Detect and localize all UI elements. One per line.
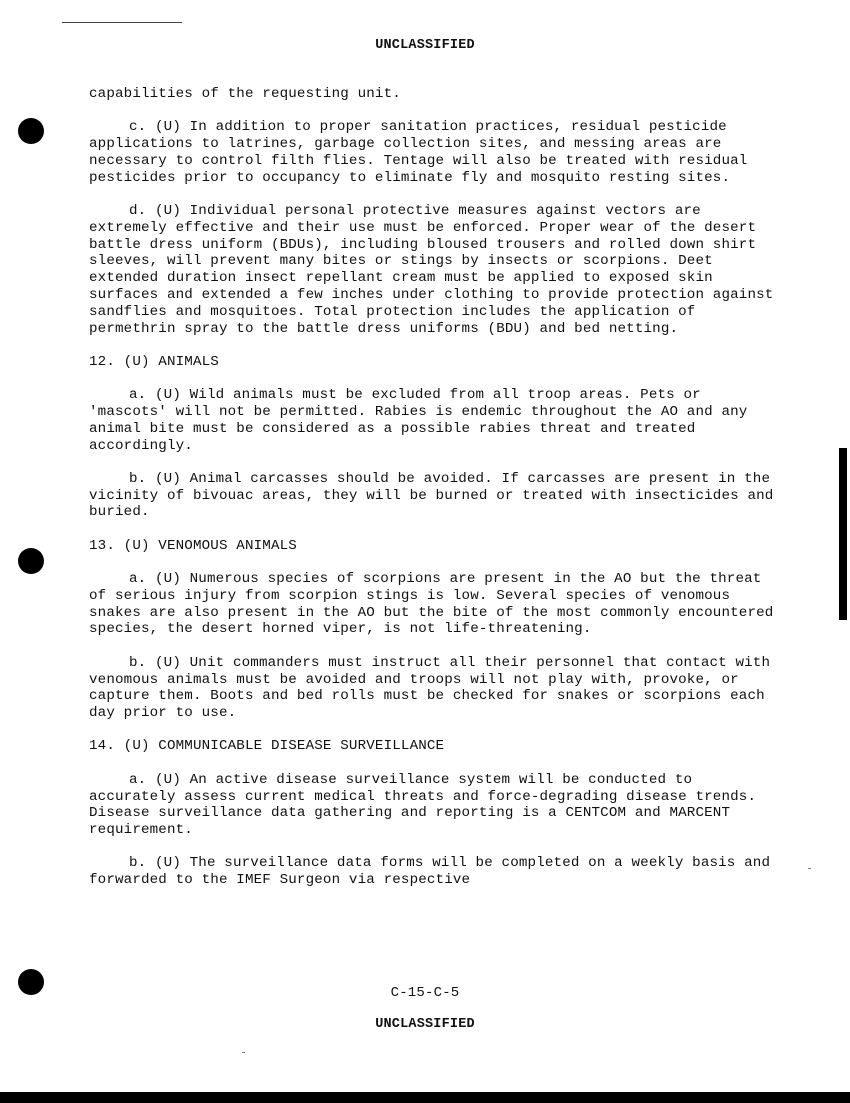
bottom-scan-edge xyxy=(0,1092,850,1103)
section-14-heading: 14. (U) COMMUNICABLE DISEASE SURVEILLANCE xyxy=(89,738,445,755)
paragraph-13a: a. (U) Numerous species of scorpions are present in the AO but the threat of serious injury from scorpion stings is low. Several species of venomous snakes are also present in the AO but the bite of the most commonly encountered species, the desert horned viper, is not life-threatening. xyxy=(89,571,774,638)
top-rule-line xyxy=(62,22,182,23)
header-classification: UNCLASSIFIED xyxy=(375,38,475,53)
paragraph-13b: b. (U) Unit commanders must instruct all their personnel that contact with venomous animals must be avoided and troops will not play with, provoke, or capture them. Boots and bed rolls must be checked for snakes or scorpions each day prior to use. xyxy=(89,654,771,722)
scan-speck xyxy=(808,868,811,869)
section-13-heading: 13. (U) VENOMOUS ANIMALS xyxy=(89,537,297,554)
paragraph-14b: b. (U) The surveillance data forms will be completed on a weekly basis and forwarded to the IMEF Surgeon via respective xyxy=(89,855,771,889)
footer-classification: UNCLASSIFIED xyxy=(375,1017,475,1032)
right-margin-bar xyxy=(839,448,847,620)
paragraph-11c: c. (U) In addition to proper sanitation practices, residual pesticide applications to latrines, garbage collection sites, and messing areas are necessary to control filth flies. Tentage will also be treated with residual pesticides prior to occupancy to eliminate fly and mosquito resting sites. xyxy=(89,119,748,186)
continuation-text: capabilities of the requesting unit. xyxy=(89,86,401,102)
paragraph-11d: d. (U) Individual personal protective measures against vectors are extremely effective and their use must be enforced. Proper wear of the desert battle dress uniform (BDUs), including bloused trousers and rolled down shirt sleeves, will prevent many bites or stings by insects or scorpions. Deet extended duration insect repellant cream must be applied to exposed skin surfaces and extended a few inches under clothing to provide protection against sandflies and mosquitoes. Total protection includes the application of permethrin spray to the battle dress uniforms (BDU) and bed netting. xyxy=(89,202,774,337)
paragraph-12b: b. (U) Animal carcasses should be avoided. If carcasses are present in the vicinity of bivouac areas, they will be burned or treated with insecticides and buried. xyxy=(89,470,774,521)
paragraph-14a: a. (U) An active disease surveillance system will be conducted to accurately assess current medical threats and force-degrading disease trends. Disease surveillance data gathering and reporting is a CENTCOM and MARCENT requirement. xyxy=(89,771,757,839)
paragraph-12a: a. (U) Wild animals must be excluded from all troop areas. Pets or 'mascots' will not be permitted. Rabies is endemic throughout the AO and any animal bite must be considered as a possible rabies threat and treated accordingly. xyxy=(89,387,748,454)
page-number: C-15-C-5 xyxy=(390,985,460,1001)
scan-speck xyxy=(242,1052,245,1053)
punch-hole-top xyxy=(18,118,44,144)
document-body xyxy=(89,86,779,905)
punch-hole-middle xyxy=(18,548,44,574)
section-12-heading: 12. (U) ANIMALS xyxy=(89,353,219,370)
